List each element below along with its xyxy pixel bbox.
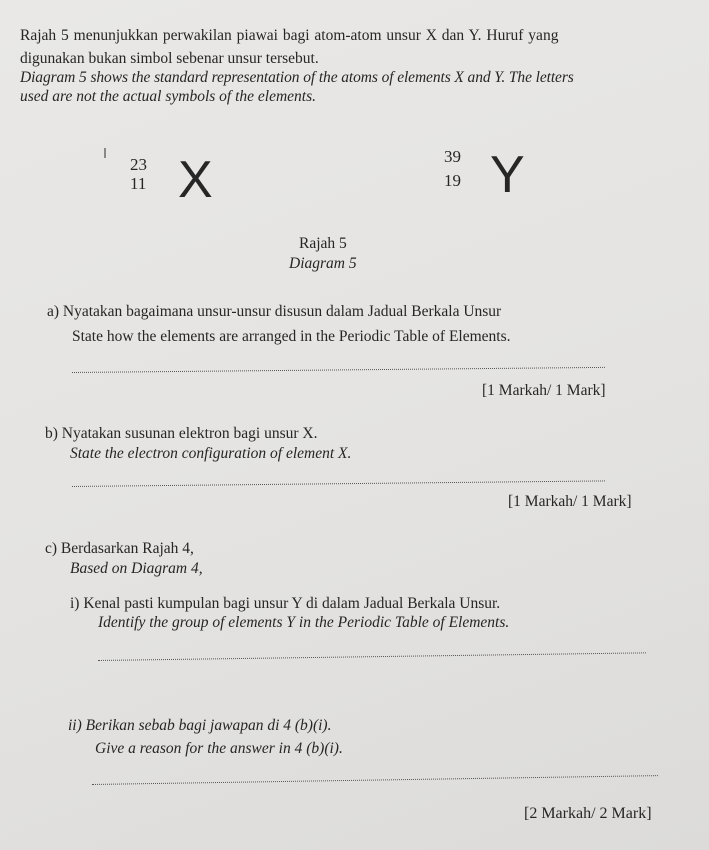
question-b-malay: b) Nyatakan susunan elektron bagi unsur X.	[45, 425, 318, 442]
atom-y-mass-number: 39	[444, 147, 461, 166]
question-c-malay: c) Berdasarkan Rajah 4,	[45, 540, 194, 557]
intro-line-3: Diagram 5 shows the standard representation of the atoms of elements X and Y. The letters	[20, 69, 574, 86]
intro-line-4: used are not the actual symbols of the elements.	[20, 88, 317, 105]
atom-x-symbol: X	[178, 151, 213, 209]
question-b-english: State the electron configuration of element X.	[70, 445, 352, 462]
atom-y-proton-number: 19	[444, 171, 461, 190]
atom-x-mass-number: 23	[130, 155, 147, 174]
intro-line-1: Rajah 5 menunjukkan perwakilan piawai bagi atom-atom unsur X dan Y. Huruf yang	[20, 27, 559, 44]
atom-y-symbol: Y	[490, 146, 525, 204]
question-a-malay: a) Nyatakan bagaimana unsur-unsur disusun dalam Jadual Berkala Unsur	[47, 303, 502, 320]
diagram-caption-english: Diagram 5	[289, 255, 357, 272]
question-c-ii-english: Give a reason for the answer in 4 (b)(i).	[95, 740, 343, 757]
question-c-english: Based on Diagram 4,	[70, 560, 203, 577]
question-a-english: State how the elements are arranged in the Periodic Table of Elements.	[72, 328, 511, 345]
answer-line-c-i[interactable]	[98, 652, 646, 661]
marks-a: [1 Markah/ 1 Mark]	[482, 382, 606, 399]
atom-x-proton-number: 11	[130, 174, 147, 193]
answer-line-a[interactable]	[72, 367, 605, 373]
question-c-i-english: Identify the group of elements Y in the Periodic Table of Elements.	[98, 614, 510, 631]
answer-line-b[interactable]	[72, 480, 605, 487]
diagram-caption-malay: Rajah 5	[299, 235, 347, 252]
marks-b: [1 Markah/ 1 Mark]	[508, 493, 632, 510]
question-c-ii-malay: ii) Berikan sebab bagi jawapan di 4 (b)(i).	[68, 717, 332, 734]
margin-mark	[104, 148, 106, 158]
question-c-i-malay: i) Kenal pasti kumpulan bagi unsur Y di dalam Jadual Berkala Unsur.	[70, 595, 501, 612]
marks-c: [2 Markah/ 2 Mark]	[524, 805, 652, 822]
intro-line-2: digunakan bukan simbol sebenar unsur tersebut.	[20, 50, 319, 67]
answer-line-c-ii[interactable]	[92, 775, 658, 785]
